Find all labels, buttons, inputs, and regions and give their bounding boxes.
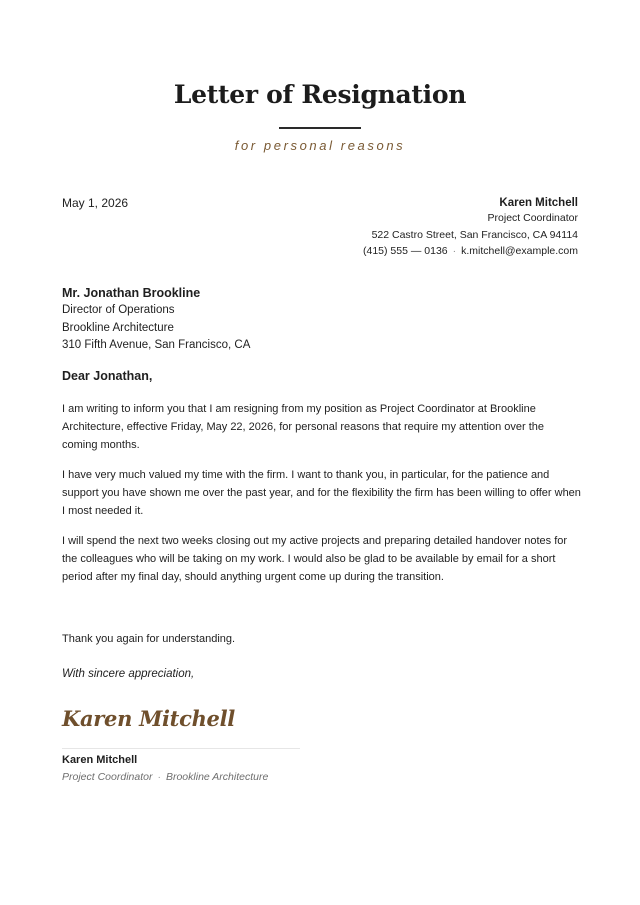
handwritten-signature: Karen Mitchell [62,706,235,731]
recipient-address: 310 Fifth Avenue, San Francisco, CA [62,339,251,351]
letter-date: May 1, 2026 [62,196,129,210]
sender-phone: (415) 555 — 0136 [362,245,448,257]
role-separator: · [157,771,161,783]
title-divider [279,127,361,129]
sender-address: 522 Castro Street, San Francisco, CA 94114 [371,228,578,241]
signature-company: Brookline Architecture [165,771,269,783]
sender-email: k.mitchell@example.com [461,245,578,257]
recipient-title: Director of Operations [62,304,175,316]
page-subtitle: for personal reasons [234,138,406,153]
recipient-block [62,285,250,355]
page-title: Letter of Resignation [173,80,467,109]
closing-line: With sincere appreciation, [62,668,195,680]
signature-name: Karen Mitchell [62,754,138,766]
recipient-company: Brookline Architecture [62,321,174,334]
recipient-name: Mr. Jonathan Brookline [62,286,201,300]
salutation: Dear Jonathan, [62,369,153,383]
sender-role: Project Coordinator [487,212,578,224]
contact-separator: · [452,245,457,257]
sender-name: Karen Mitchell [499,197,578,209]
sender-contact [363,243,578,260]
thanks-line: Thank you again for understanding. [62,633,236,645]
body-paragraph-2: I have very much valued my time with the firm. I want to thank you, in particular, for the patience and support you have shown me over the past year, and for the flexibility the firm has been willing to offer when I most needed it. [62,469,581,517]
body-paragraph-1: I am writing to inform you that I am resigning from my position as Project Coordinator at Brookline Architecture, effective Friday, May 22, 2026, for personal reasons that require my attention over the coming months. [62,403,545,451]
signature-role-line [62,771,268,783]
signature-rule [62,748,300,749]
signature-role: Project Coordinator [62,771,153,783]
body-paragraph-3: I will spend the next two weeks closing out my active projects and preparing detailed handover notes for the colleagues who will be taking on my work. I would also be glad to be available by email for a short period after my final day, should anything urgent come up during the transition. [62,535,568,583]
sender-block [363,196,578,260]
